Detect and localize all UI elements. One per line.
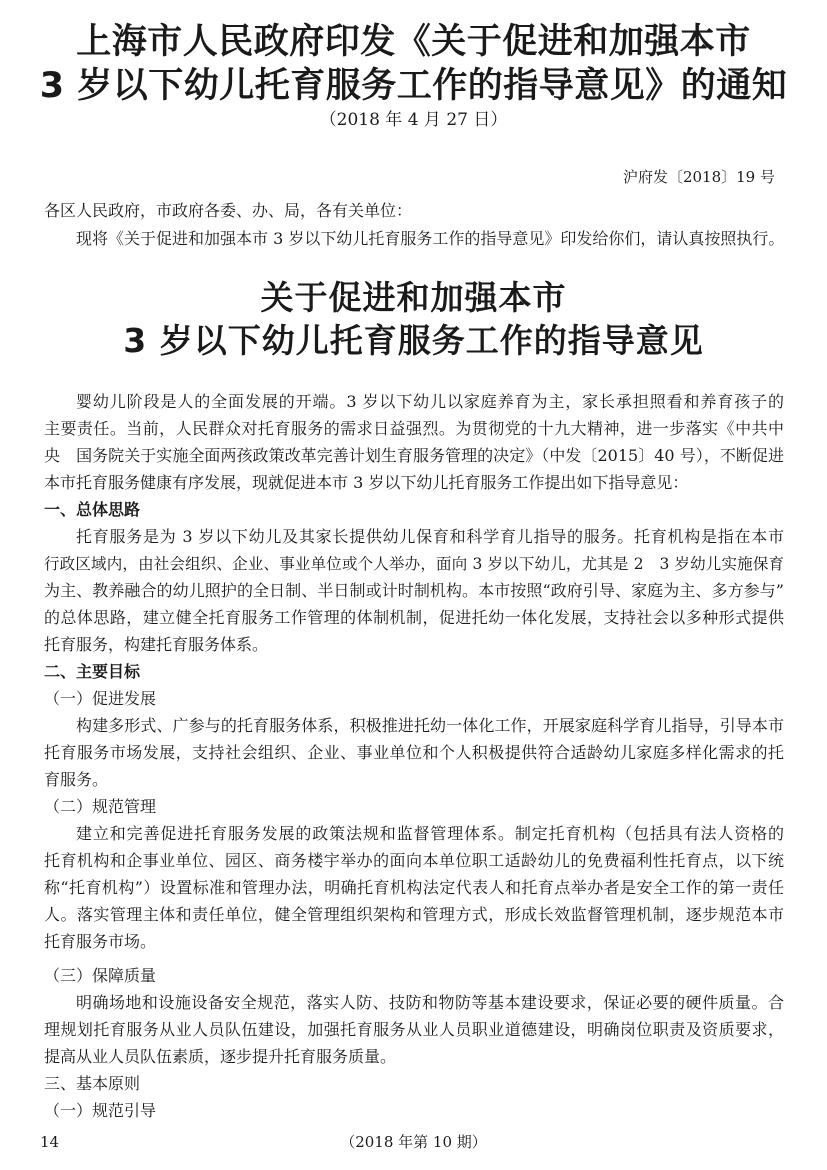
notice-date: （2018 年 4 月 27 日） bbox=[319, 110, 508, 130]
document-number: 沪府发〔2018〕19 号 bbox=[622, 168, 775, 186]
notice-title-line1: 上海市人民政府印发《关于促进和加强本市 bbox=[76, 22, 751, 62]
paragraph-line: 托育服务市场发展，支持社会组织、企业、事业单位和个人积极提供符合适龄幼儿家庭多样化需求的托 bbox=[44, 743, 784, 762]
paragraph-line: 婴幼儿阶段是人的全面发展的开端。3 岁以下幼儿以家庭养育为主，家长承担照看和养育孩子的 bbox=[76, 392, 784, 411]
paragraph-line: 主要责任。当前，人民群众对托育服务的需求日益强烈。为贯彻党的十九大精神，进一步落实《中共中 bbox=[44, 419, 784, 438]
paragraph-line: 称“托育机构”）设置标准和管理办法，明确托育机构法定代表人和托育点举办者是安全工作的第一责任 bbox=[44, 878, 784, 897]
issue-number: （2018 年第 10 期） bbox=[340, 1133, 487, 1151]
opinion-title-line1: 关于促进和加强本市 bbox=[260, 278, 567, 317]
paragraph-line: 托育服务是为 3 岁以下幼儿及其家长提供幼儿保育和科学育儿指导的服务。托育机构是指在本市 bbox=[76, 527, 784, 546]
paragraph-line: 明确场地和设施设备安全规范，落实人防、技防和物防等基本建设要求，保证必要的硬件质量。合 bbox=[76, 993, 784, 1012]
page-number: 14 bbox=[40, 1133, 60, 1151]
paragraph-line: 的总体思路，建立健全托育服务工作管理的体制机制，促进托幼一体化发展，支持社会以多种形式提供 bbox=[44, 608, 784, 627]
notice-title-line2: 3 岁以下幼儿托育服务工作的指导意见》的通知 bbox=[39, 66, 788, 106]
paragraph-line: 提高从业人员队伍素质，逐步提升托育服务质量。 bbox=[44, 1047, 397, 1066]
subsection-heading: （二）规范管理 bbox=[44, 797, 157, 816]
paragraph-line: 人。落实管理主体和责任单位，健全管理组织架构和管理方式，形成长效监督管理机制，逐步规范本市 bbox=[44, 905, 784, 924]
paragraph-line: 托育服务市场。 bbox=[44, 932, 157, 951]
paragraph-line: 建立和完善促进托育服务发展的政策法规和监督管理体系。制定托育机构（包括具有法人资格的 bbox=[76, 824, 784, 843]
subsection-heading: （三）保障质量 bbox=[44, 966, 157, 985]
paragraph-line: 本市托育服务健康有序发展，现就促进本市 3 岁以下幼儿托育服务工作提出如下指导意见： bbox=[44, 473, 689, 492]
notice-body: 现将《关于促进和加强本市 3 岁以下幼儿托育服务工作的指导意见》印发给你们，请认真按照执行。 bbox=[76, 229, 785, 248]
paragraph-line: 为主、教养融合的幼儿照护的全日制、半日制或计时制机构。本市按照“政府引导、家庭为主、多方参与” bbox=[44, 581, 784, 600]
paragraph-line: 行政区域内，由社会组织、企业、事业单位或个人举办，面向 3 岁以下幼儿，尤其是 2 3 岁幼儿实施保育 bbox=[44, 555, 784, 573]
addressee: 各区人民政府，市政府各委、办、局，各有关单位： bbox=[44, 201, 413, 220]
paragraph-line: 理规划托育服务从业人员队伍建设，加强托育服务从业人员职业道德建设，明确岗位职责及资质要求， bbox=[44, 1020, 784, 1039]
section-heading: 二、主要目标 bbox=[44, 662, 141, 681]
paragraph-line: 育服务。 bbox=[44, 770, 109, 789]
paragraph-line: 托育服务，构建托育服务体系。 bbox=[44, 635, 269, 654]
paragraph-line: 央 国务院关于实施全面两孩政策改革完善计划生育服务管理的决定》（中发〔2015〕40 号），不断促进 bbox=[44, 446, 784, 465]
opinion-title-line2: 3 岁以下幼儿托育服务工作的指导意见 bbox=[123, 321, 704, 360]
paragraph-line: 托育机构和企事业单位、园区、商务楼宇举办的面向本单位职工适龄幼儿的免费福利性托育点，以下统 bbox=[44, 851, 784, 870]
subsection-heading: （一）促进发展 bbox=[44, 689, 157, 708]
subsection-heading: （一）规范引导 bbox=[44, 1101, 157, 1120]
paragraph-line: 构建多形式、广参与的托育服务体系，积极推进托幼一体化工作，开展家庭科学育儿指导，引导本市 bbox=[76, 716, 784, 735]
section-heading: 一、总体思路 bbox=[44, 500, 141, 519]
section-heading: 三、基本原则 bbox=[44, 1074, 141, 1093]
